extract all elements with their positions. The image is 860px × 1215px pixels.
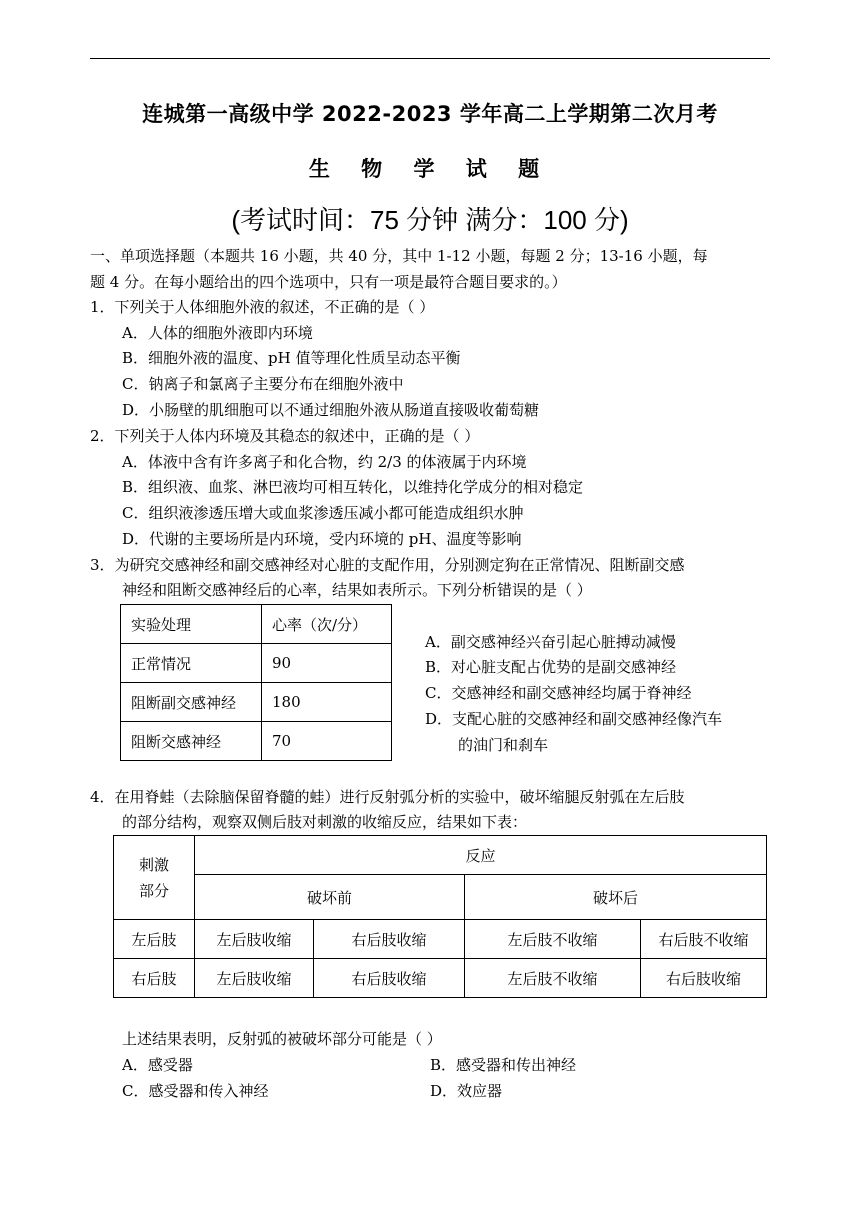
header-rule — [90, 58, 770, 59]
table-cell: 右后肢不收缩 — [641, 920, 767, 959]
q2-option-a: A．体液中含有许多离子和化合物，约 2/3 的体液属于内环境 — [122, 453, 527, 471]
stimulus-header-line1: 刺激 — [138, 855, 169, 874]
table-header-row — [114, 836, 767, 875]
subject-title: 生 物 学 试 题 — [308, 157, 552, 181]
table-cell: 阻断副交感神经 — [121, 683, 262, 722]
table-row — [114, 920, 767, 959]
table-cell: 左后肢收缩 — [195, 920, 314, 959]
q1-option-c: C．钠离子和氯离子主要分布在细胞外液中 — [122, 375, 404, 393]
table-cell: 70 — [262, 722, 392, 761]
stimulus-header-line2: 部分 — [138, 881, 169, 900]
table-cell: 左后肢不收缩 — [465, 959, 641, 998]
q3-stem-line2: 神经和阻断交感神经后的心率，结果如表所示。下列分析错误的是（ ） — [122, 581, 592, 599]
q4-option-c: C．感受器和传入神经 — [122, 1082, 269, 1100]
exam-time-info: (考试时间：75 分钟 满分：100 分) — [231, 205, 629, 235]
table-header-row — [121, 605, 392, 644]
q2-option-d: D．代谢的主要场所是内环境，受内环境的 pH、温度等影响 — [122, 530, 522, 548]
response-header-cell: 反应 — [195, 836, 767, 875]
table-subheader-row — [114, 875, 767, 920]
before-header-cell: 破坏前 — [195, 875, 465, 920]
table-cell: 右后肢收缩 — [314, 959, 465, 998]
table-row — [121, 683, 392, 722]
table-cell: 90 — [262, 644, 392, 683]
q3-stem-line1: 3．为研究交感神经和副交感神经对心脏的支配作用，分别测定狗在正常情况、阻断副交感 — [90, 556, 685, 574]
q3-option-a: A．副交感神经兴奋引起心脏搏动减慢 — [425, 633, 676, 651]
q4-conclusion: 上述结果表明，反射弧的被破坏部分可能是（ ） — [122, 1030, 442, 1048]
q1-option-b: B．细胞外液的温度、pH 值等理化性质呈动态平衡 — [122, 349, 461, 367]
table-row — [121, 644, 392, 683]
table-cell: 左后肢 — [114, 920, 195, 959]
q4-option-a: A．感受器 — [122, 1056, 193, 1074]
exam-title: 连城第一高级中学 2022-2023 学年高二上学期第二次月考 — [142, 102, 718, 126]
table-row — [121, 722, 392, 761]
q3-heart-rate-table — [120, 604, 392, 761]
table-cell: 右后肢 — [114, 959, 195, 998]
q4-option-b: B．感受器和传出神经 — [430, 1056, 577, 1074]
table-cell: 右后肢收缩 — [641, 959, 767, 998]
q2-stem: 2．下列关于人体内环境及其稳态的叙述中，正确的是（ ） — [90, 427, 480, 445]
table-header-cell: 实验处理 — [121, 605, 262, 644]
section-instructions-line2: 题 4 分。在每小题给出的四个选项中，只有一项是最符合题目要求的。） — [90, 273, 567, 291]
table-cell: 正常情况 — [121, 644, 262, 683]
q1-stem: 1．下列关于人体细胞外液的叙述，不正确的是（ ） — [90, 298, 435, 316]
table-cell: 阻断交感神经 — [121, 722, 262, 761]
q4-stem-line2: 的部分结构，观察双侧后肢对刺激的收缩反应，结果如下表： — [122, 813, 528, 831]
q3-option-d: D．支配心脏的交感神经和副交感神经像汽车 — [425, 710, 723, 728]
table-cell: 180 — [262, 683, 392, 722]
q1-option-a: A．人体的细胞外液即内环境 — [122, 324, 313, 342]
section-instructions-line1: 一、单项选择题（本题共 16 小题，共 40 分，其中 1-12 小题，每题 2 分；13-16 小题，每 — [90, 247, 708, 265]
table-cell: 右后肢收缩 — [314, 920, 465, 959]
table-cell: 左后肢收缩 — [195, 959, 314, 998]
q3-option-d-continued: 的油门和刹车 — [458, 736, 549, 754]
q4-option-d: D．效应器 — [430, 1082, 503, 1100]
table-row — [114, 959, 767, 998]
table-header-cell: 心率（次/分） — [262, 605, 392, 644]
q4-stem-line1: 4．在用脊蛙（去除脑保留脊髓的蛙）进行反射弧分析的实验中，破坏缩腿反射弧在左后肢 — [90, 788, 685, 806]
q3-option-b: B．对心脏支配占优势的是副交感神经 — [425, 658, 677, 676]
q3-option-c: C．交感神经和副交感神经均属于脊神经 — [425, 684, 692, 702]
after-header-cell: 破坏后 — [465, 875, 767, 920]
stimulus-header-cell — [114, 836, 195, 920]
q1-option-d: D．小肠壁的肌细胞可以不通过细胞外液从肠道直接吸收葡萄糖 — [122, 401, 540, 419]
table-cell: 左后肢不收缩 — [465, 920, 641, 959]
q2-option-c: C．组织液渗透压增大或血浆渗透压减小都可能造成组织水肿 — [122, 504, 524, 522]
q2-option-b: B．组织液、血浆、淋巴液均可相互转化，以维持化学成分的相对稳定 — [122, 478, 584, 496]
q4-reflex-table — [113, 835, 767, 998]
